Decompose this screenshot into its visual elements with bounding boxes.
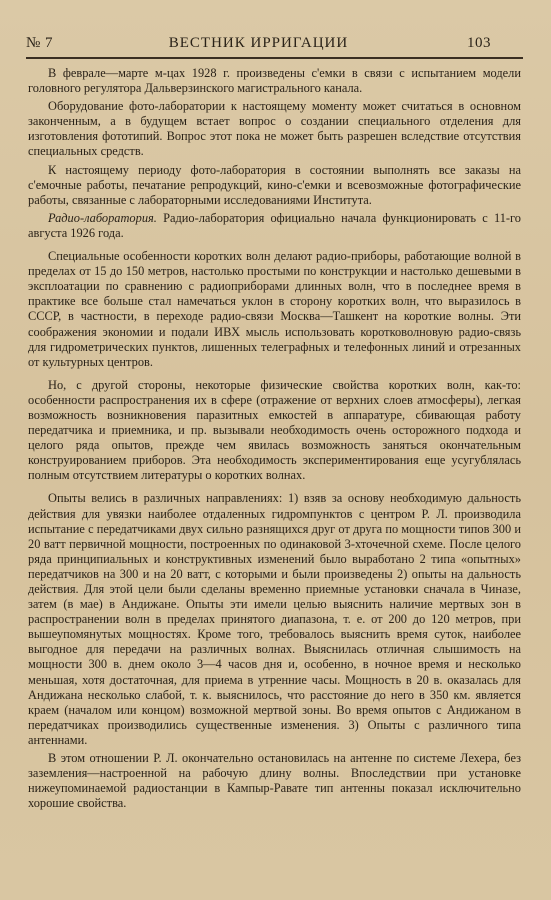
running-header [26, 30, 491, 52]
paragraph: К настоящему периоду фото-лаборатория в состоянии выполнять все заказы на с'емочные работы, печатание репродукций, кино-с'емки и всевозможные фотографические работы, связанные с лабораторными исследованиями Института. [28, 162, 521, 207]
paragraph: В этом отношении Р. Л. окончательно остановилась на антенне по системе Лехера, без заземления—настроенной на рабочую длину волны. Впоследствии при установке нижеупоминаемой радиостанции в Кампыр-Равате тип антенны показал исключительно хорошие свойства. [28, 751, 521, 811]
header-rule [26, 57, 523, 59]
paragraph: Специальные особенности коротких волн делают радио-приборы, работающие волной в пределах от 15 до 150 метров, настолько простыми по конструкции и настолько дешевыми в эксплоатации по сравнению с радиоприборами длинных волн, что в последнее время в практике все больше стал намечаться уклон в сторону коротких волн, что выразилось в СССР, в частности, в переходе радио-связи Москва—Ташкент на короткие волны. Эти соображения экономии и подали ИВХ мысль использовать коротковолновую радио-связь для гидрометрических пунктов, лишенных телеграфных и телефонных линий и отрезанных от культурных центров. [28, 249, 521, 369]
paragraph: Опыты велись в различных направлениях: 1) взяв за основу необходимую дальность действия для увязки наиболее отдаленных гидромпунктов с центром Р. Л. производила испытание с передатчиками двух сильно разнящихся друг от друга по мощности типов 300 и 20 ватт первичной мощности, построенных по одинаковой 3-хточечной схеме. После целого ряда принципиальных и конструктивных изменений было выработано 2 типа «опытных» передатчиков на 300 и на 20 ватт, с которыми и были произведены 2) опыты на дальность действия. Для этой цели были сделаны временно приемные установки сначала в Чиназе, затем (в мае) в Андижане. Опыты эти имели целью выяснить наличие мертвых зон в распространении волн в пределах принятого диапазона, т. е. от 200 до 120 метров, при вышеупомянутых мощностях. Кроме того, требовалось выяснить время суток, наиболее выгодное для передачи на различных волнах. Выяснилась отличная слышимость на мощности 300 в. днем около 3—4 часов дня и, особенно, в ночное время и несколько меньшая, хотя достаточная, для приема в утренние часы. Мощность в 20 в. оказалась для Андижана несколько слабой, т. к. выяснилось, что расстояние до него в 350 км. является краем (началом или концом) возможной мертвой зоны. Во время опытов с Андижаном в передатчиках производились существенные изменения. 3) Опыты с различного типа антеннами. [28, 491, 521, 747]
paragraph: Оборудование фото-лаборатории к настоящему моменту может считаться в основном законченным, а в будущем встает вопрос о создании специального отделения для изготовления фототипий. Вопрос этот пока не может быть разрешен вследствие отсутствия специальных средств. [28, 99, 521, 159]
article-body [28, 66, 521, 814]
journal-title: ВЕСТНИК ИРРИГАЦИИ [168, 35, 349, 51]
section-lead: Радио-лаборатория. [48, 210, 157, 225]
paragraph: В феврале—марте м-цах 1928 г. произведены с'емки в связи с испытанием модели головного регулятора Дальверзинского магистрального канала. [28, 66, 521, 96]
paragraph: Радио-лаборатория. Радио-лаборатория официально начала функционировать с 11-го августа 1926 года. [28, 210, 521, 240]
page-number: 103 [467, 35, 491, 51]
issue-number: № 7 [26, 35, 54, 51]
paragraph: Но, с другой стороны, некоторые физические свойства коротких волн, как-то: особенности распространения их в сфере (отражение от верхних слоев атмосферы), легкая возможность возникновения паразитных емкостей в аппаратуре, сбивающая работу передатчика и приемника, и пр. вызывали необходимость очень осторожного подхода и целого ряда опытов, прежде чем явилась возможность заняться окончательным конструированием приборов. Эта необходимость экспериментирования еще усугублялась полным отсутствием литературы о коротких волнах. [28, 377, 521, 483]
